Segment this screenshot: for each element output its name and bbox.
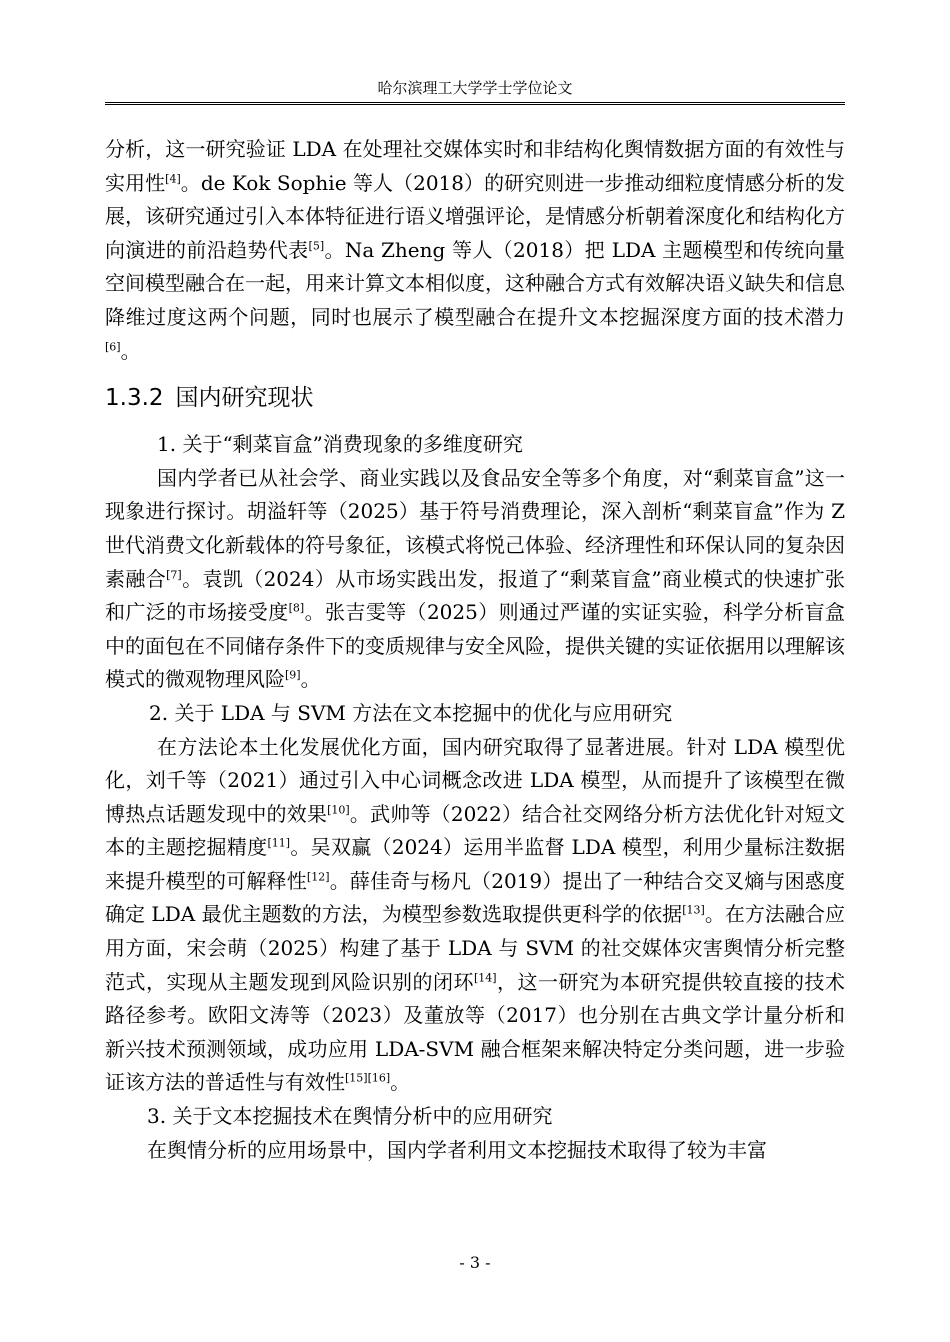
- text: 在方法论本土化发展优化方面，国内研究取得了显著进展。针对 LDA 模型优化，刘千等（2021）通过引入中心词概念改进 LDA 模型，从而提升了该模型在微博热点话题发现中的效果: [105, 734, 845, 826]
- citation: [4]: [165, 171, 181, 185]
- item-heading-2: 2. 关于 LDA 与 SVM 方法在文本挖掘中的优化与应用研究: [149, 700, 673, 725]
- text: 。薛佳奇与杨凡（2019）提出了一种结合交叉熵与困惑度确定 LDA 最优主题数的方法，为模型参数选取提供更科学的依据: [105, 868, 846, 927]
- section-number: 1.3.2: [105, 385, 164, 412]
- text: 。在方法融合应用方面，宋会萌（2025）构建了基于 LDA 与 SVM 的社交媒体灾害舆情分析完整范式，实现从主题发现到风险识别的闭环: [105, 902, 845, 994]
- citation: [9]: [285, 668, 301, 682]
- paragraph-intl-research: [105, 133, 845, 368]
- paragraph-item-1: [105, 462, 845, 697]
- citation: [7]: [166, 567, 182, 581]
- citation: [13]: [682, 903, 705, 917]
- text: 。de Kok Sophie 等人（2018）的研究则进一步推动细粒度情感分析的发展，该研究通过引入本体特征进行语义增强评论，是情感分析朝着深度化和结构化方向演进的前沿趋势代表: [105, 170, 845, 262]
- running-header: 哈尔滨理工大学学士学位论文: [377, 79, 573, 97]
- citation: [5]: [308, 239, 325, 253]
- page-number: - 3 -: [459, 1253, 491, 1272]
- text: 。张吉雯等（2025）则通过严谨的实证实验，科学分析盲盒中的面包在不同储存条件下的变质规律与安全风险，提供关键的实证依据用以理解该模式的微观物理风险: [105, 600, 845, 692]
- section-title: 国内研究现状: [175, 385, 314, 412]
- page-body: [105, 133, 845, 1167]
- text: 。吴双赢（2024）运用半监督 LDA 模型，利用少量标注数据来提升模型的可解释性: [105, 835, 846, 893]
- item-heading-1: 1. 关于“剩菜盲盒”消费现象的多维度研究: [157, 432, 523, 457]
- citation: [11]: [267, 836, 291, 850]
- text: ，这一研究为本研究提供较直接的技术路径参考。欧阳文涛等（2023）及董放等（2017）也分别在古典文学计量分析和新兴技术预测领域，成功应用 LDA-SVM 融合框架来解决特定分类问题，进一步验证该方法的普适性与有效性: [105, 969, 846, 1095]
- citation: [12]: [306, 870, 330, 884]
- citation: [8]: [288, 601, 305, 615]
- citation: [14]: [473, 971, 497, 984]
- section-heading: [105, 380, 845, 416]
- text: 。袁凯（2024）从市场实践出发，报道了“剩菜盲盒”商业模式的快速扩张和广泛的市场接受度: [105, 566, 845, 625]
- paragraph-item-3: 在舆情分析的应用场景中，国内学者利用文本挖掘技术取得了较为丰富: [147, 1137, 767, 1162]
- item-heading-3: 3. 关于文本挖掘技术在舆情分析中的应用研究: [147, 1104, 553, 1129]
- text: 。: [390, 1070, 411, 1095]
- citation: [15][16]: [345, 1071, 391, 1085]
- text: 国内学者已从社会学、商业实践以及食品安全等多个角度，对“剩菜盲盒”这一现象进行探讨。胡溢轩等（2025）基于符号消费理论，深入剖析“剩菜盲盒”作为 Z 世代消费文化新载体的符号象征，该模式将悦己体验、经济理性和环保认同的复杂因素融合: [105, 465, 845, 591]
- text: 。: [120, 338, 141, 363]
- header-rule: [105, 102, 845, 105]
- text: 。: [300, 667, 321, 692]
- text: 。Na Zheng 等人（2018）把 LDA 主题模型和传统向量空间模型融合在一起，用来计算文本相似度，这种融合方式有效解决语义缺失和信息降维过度这两个问题，同时也展示了模型融合在提升文本挖掘深度方面的技术潜力: [105, 237, 845, 329]
- paragraph-item-2: [105, 731, 845, 1101]
- citation: [10]: [327, 803, 350, 817]
- citation: [6]: [105, 339, 121, 353]
- text: 分析，这一研究验证 LDA 在处理社交媒体实时和非结构化舆情数据方面的有效性与实用性: [105, 137, 845, 195]
- text: 。武帅等（2022）结合社交网络分析方法优化针对短文本的主题挖掘精度: [105, 801, 845, 860]
